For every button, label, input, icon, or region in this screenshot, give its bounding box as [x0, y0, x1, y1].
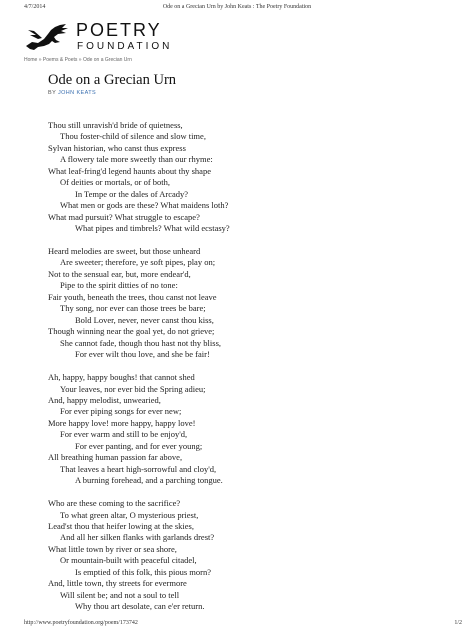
- poem-line: Lead'st thou that heifer lowing at the skies,: [48, 521, 194, 531]
- poem-line: And, happy melodist, unwearied,: [48, 394, 161, 405]
- breadcrumb-poems-link[interactable]: Poems & Poets: [42, 57, 78, 63]
- breadcrumb-home-link[interactable]: Home: [24, 57, 38, 63]
- poem-line: Your leaves, nor ever bid the Spring adieu;: [60, 383, 206, 394]
- poem-line: To what green altar, O mysterious priest,: [60, 509, 199, 520]
- poem-line: Sylvan historian, who canst thus express: [48, 142, 186, 153]
- print-page-number: 1/2: [454, 620, 462, 626]
- print-url: http://www.poetryfoundation.org/poem/173742: [24, 620, 138, 626]
- poem-line: Fair youth, beneath the trees, thou canst not leave: [48, 291, 217, 302]
- print-date: 4/7/2014: [24, 4, 46, 10]
- poem-line: Thou still unravish'd bride of quietness,: [48, 120, 183, 130]
- poem-line: And all her silken flanks with garlands drest?: [60, 532, 215, 543]
- poem-line: What pipes and timbrels? What wild ecstasy?: [75, 223, 230, 234]
- poem-line: A flowery tale more sweetly than our rhyme:: [60, 154, 213, 165]
- author-link[interactable]: JOHN KEATS: [57, 90, 97, 96]
- poem-line: Will silent be; and not a soul to tell: [60, 589, 180, 600]
- poem-line: Heard melodies are sweet, but those unheard: [48, 246, 201, 257]
- poetry-foundation-logo[interactable]: [24, 20, 173, 54]
- poem-line: And, little town, thy streets for evermore: [48, 578, 187, 589]
- poem-line: Are sweeter; therefore, ye soft pipes, play on;: [60, 257, 216, 268]
- stanza: [48, 372, 448, 487]
- poem-line: What men or gods are these? What maidens loth?: [60, 200, 229, 211]
- poem-line: A burning forehead, and a parching tongue.: [75, 475, 223, 486]
- poem-line: For ever warm and still to be enjoy'd,: [60, 429, 188, 440]
- breadcrumb-separator: »: [77, 57, 83, 63]
- stanza: [48, 498, 448, 613]
- breadcrumb: [24, 57, 132, 63]
- poem-line: All breathing human passion far above,: [48, 452, 183, 463]
- pegasus-icon: [24, 22, 70, 52]
- poem-line: What mad pursuit? What struggle to escape?: [48, 211, 200, 222]
- print-document-title: Ode on a Grecian Urn by John Keats : The Poetry Foundation: [162, 4, 312, 10]
- poem-line: Who are these coming to the sacrifice?: [48, 498, 181, 509]
- logo-wordmark-foundation: FOUNDATION: [77, 41, 173, 52]
- poem-line: Bold Lover, never, never canst thou kiss,: [75, 314, 214, 325]
- poem-line: For ever piping songs for ever new;: [60, 406, 182, 417]
- poem-line: For ever wilt thou love, and she be fair!: [75, 349, 210, 360]
- breadcrumb-current: Ode on a Grecian Urn: [82, 57, 132, 63]
- breadcrumb-separator: »: [37, 57, 43, 63]
- poem-line: Why thou art desolate, can e'er return.: [75, 601, 205, 612]
- poem-line: Or mountain-built with peaceful citadel,: [60, 555, 197, 566]
- logo-wordmark-poetry: POETRY: [76, 20, 162, 40]
- poem-line: That leaves a heart high-sorrowful and cloy'd,: [60, 463, 217, 474]
- byline-prefix: BY: [48, 90, 58, 96]
- poem-line: Of deities or mortals, or of both,: [60, 177, 171, 188]
- poem-line: Though winning near the goal yet, do not grieve;: [48, 326, 215, 337]
- poem-line: Not to the sensual ear, but, more endear'd,: [48, 268, 191, 279]
- poem-line: Thou foster-child of silence and slow time,: [60, 131, 206, 142]
- poem-line: She cannot fade, though thou hast not thy bliss,: [60, 337, 222, 348]
- print-footer: [0, 618, 474, 632]
- poem-line: For ever panting, and for ever young;: [75, 440, 203, 451]
- stanza: [48, 120, 448, 235]
- stanza: [48, 246, 448, 361]
- poem-line: Ah, happy, happy boughs! that cannot shed: [48, 372, 195, 383]
- poem-line: Thy song, nor ever can those trees be bare;: [60, 303, 206, 314]
- poem-line: What little town by river or sea shore,: [48, 543, 177, 554]
- byline: [48, 90, 96, 96]
- poem-title: Ode on a Grecian Urn: [48, 72, 177, 88]
- poem-line: Pipe to the spirit ditties of no tone:: [60, 280, 178, 291]
- poem-body: [48, 120, 448, 624]
- print-header: [0, 0, 474, 12]
- poem-line: In Tempe or the dales of Arcady?: [75, 188, 189, 199]
- poem-line: More happy love! more happy, happy love!: [48, 417, 196, 428]
- poem-line: What leaf-fring'd legend haunts about thy shape: [48, 165, 211, 176]
- poem-line: Is emptied of this folk, this pious morn?: [75, 566, 211, 577]
